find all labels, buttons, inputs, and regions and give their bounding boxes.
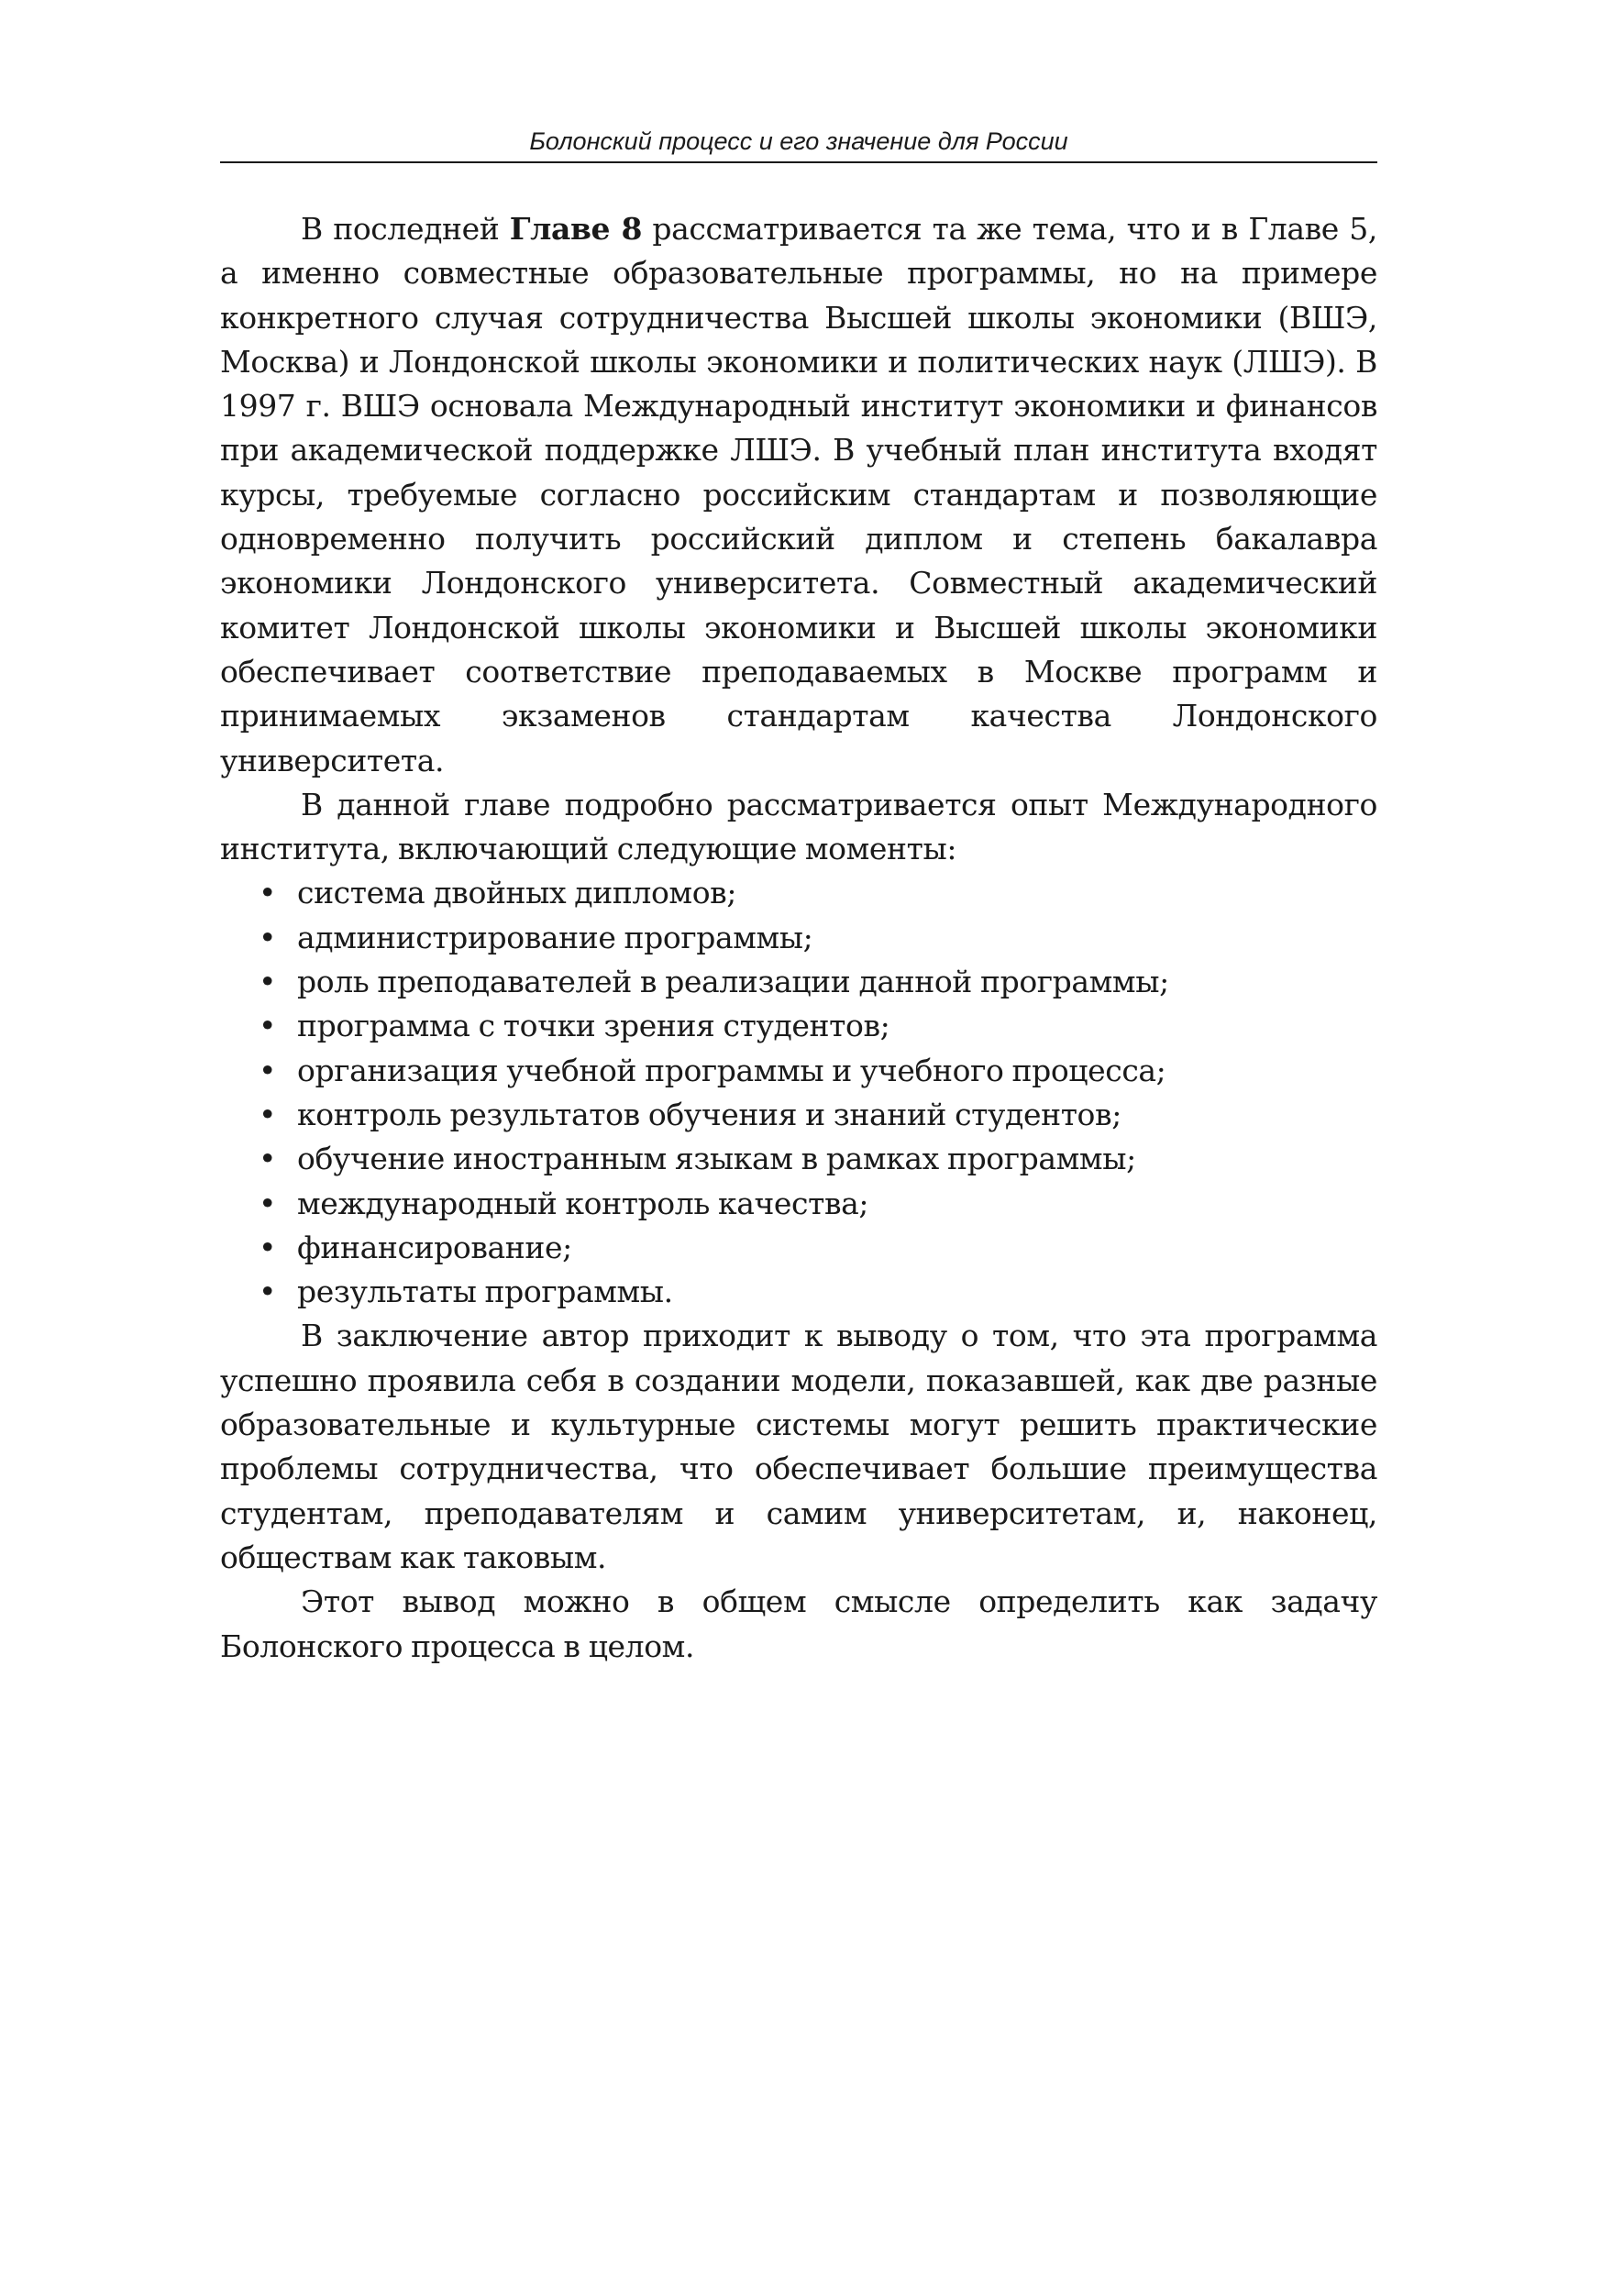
paragraph-chapter-8 <box>220 207 1377 783</box>
list-item <box>259 1226 1377 1270</box>
list-item-text: финансирование; <box>297 1229 572 1265</box>
list-item-text: роль преподавателей в реализации данной программы; <box>297 964 1169 1000</box>
bullet-icon: • <box>259 1274 277 1310</box>
list-item <box>259 960 1377 1004</box>
list-item-text: программа с точки зрения студентов; <box>297 1008 890 1044</box>
running-header: Болонский процесс и его значение для России <box>529 127 1068 155</box>
chapter-8-emphasis: Главе 8 <box>509 211 643 247</box>
paragraph-chapter-8-text: рассматривается та же тема, что и в Главе 5, а именно совместные образовательные программы, но на примере конкретного случая сотрудничества Высшей школы экономики (ВШЭ, Москва) и Лондонской школы экономики и политических наук (ЛШЭ). В 1997 г. ВШЭ основала Международный институт экономики и финансов при академической поддержке ЛШЭ. В учебный план института входят курсы, требуемые согласно российским стандартам и позволяющие одновременно получить российский диплом и степень бакалавра экономики Лондонского университета. Совместный академический комитет Лондонской школы экономики и Высшей школы экономики обеспечивает соответствие преподаваемых в Москве программ и принимаемых экзаменов стандартам качества Лондонского университета. <box>220 211 1377 778</box>
bullet-icon: • <box>259 1008 277 1044</box>
topics-list <box>220 871 1377 1314</box>
list-item-text: организация учебной программы и учебного процесса; <box>297 1052 1166 1088</box>
bullet-icon: • <box>259 964 277 1000</box>
list-item <box>259 1004 1377 1048</box>
bullet-icon: • <box>259 1052 277 1088</box>
list-item-text: администрирование программы; <box>297 919 813 955</box>
list-item-text: результаты программы. <box>297 1274 673 1310</box>
list-item <box>259 1270 1377 1314</box>
list-item <box>259 1093 1377 1137</box>
paragraph-chapter-intro: В данной главе подробно рассматривается опыт Международного института, включающий следующие моменты: <box>220 786 1377 867</box>
page-body <box>220 207 1377 1669</box>
list-item-text: международный контроль качества; <box>297 1185 869 1221</box>
list-item-text: обучение иностранным языкам в рамках программы; <box>297 1141 1136 1177</box>
paragraph-final: Этот вывод можно в общем смысле определить как задачу Болонского процесса в целом. <box>220 1583 1377 1664</box>
list-item-text: система двойных дипломов; <box>297 875 737 911</box>
list-item <box>259 1182 1377 1226</box>
paragraph-chapter-8-lead: В последней <box>301 211 510 247</box>
bullet-icon: • <box>259 1229 277 1265</box>
bullet-icon: • <box>259 875 277 911</box>
list-item <box>259 1137 1377 1181</box>
bullet-icon: • <box>259 1141 277 1177</box>
list-item-text: контроль результатов обучения и знаний студентов; <box>297 1096 1121 1132</box>
list-item <box>259 916 1377 960</box>
header-rule <box>220 161 1377 163</box>
bullet-icon: • <box>259 1185 277 1221</box>
paragraph-conclusion: В заключение автор приходит к выводу о том, что эта программа успешно проявила себя в создании модели, показавшей, как две разные образовательные и культурные системы могут решить практические проблемы сотрудничества, что обеспечивает большие преимущества студентам, преподавателям и самим университетам, и, наконец, обществам как таковым. <box>220 1318 1377 1575</box>
bullet-icon: • <box>259 919 277 955</box>
list-item <box>259 1049 1377 1093</box>
list-item <box>259 871 1377 915</box>
bullet-icon: • <box>259 1096 277 1132</box>
